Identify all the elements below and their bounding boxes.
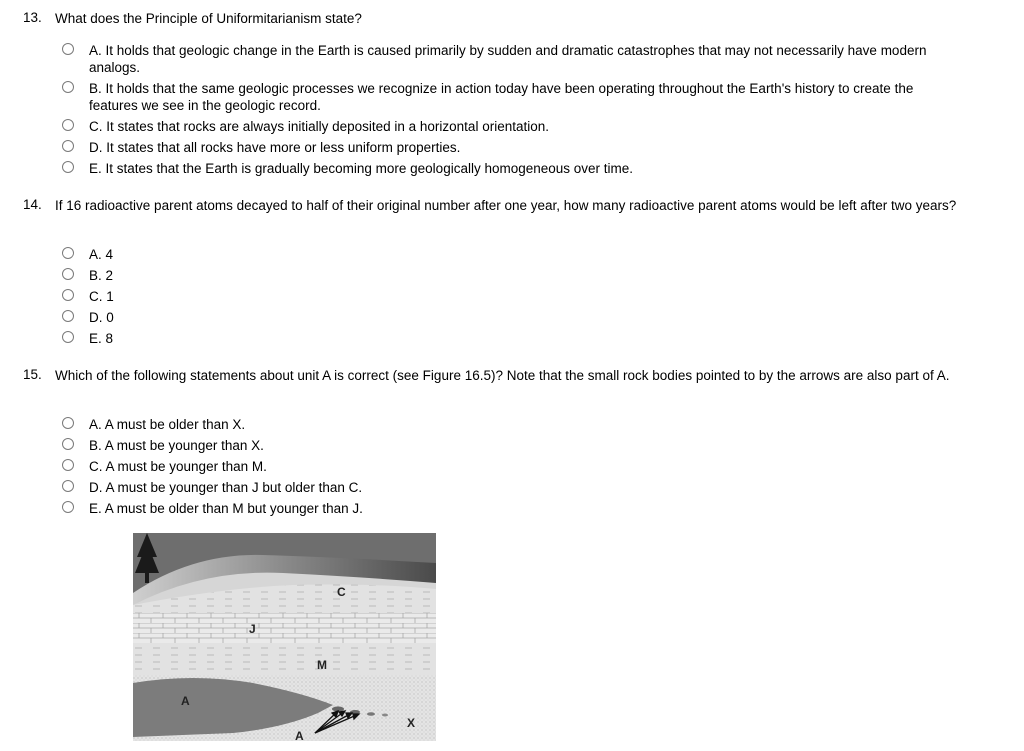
label-x: X — [407, 716, 416, 730]
radio-button[interactable] — [62, 480, 74, 492]
radio-button[interactable] — [62, 119, 74, 131]
answer-option[interactable] — [62, 416, 962, 436]
label-j: J — [249, 622, 256, 636]
radio-button[interactable] — [62, 417, 74, 429]
answer-option[interactable] — [62, 42, 962, 78]
radio-button[interactable] — [62, 501, 74, 513]
option-label: E. 8 — [89, 331, 114, 346]
question-text: Which of the following statements about unit A is correct (see Figure 16.5)? Note that the small rock bodies pointed to by the arrows are also part of A. — [55, 368, 950, 383]
question-number: 13. — [23, 10, 42, 25]
radio-button[interactable] — [62, 81, 74, 93]
option-label: D. It states that all rocks have more or less uniform properties. — [89, 140, 461, 155]
radio-button[interactable] — [62, 140, 74, 152]
label-m: M — [317, 658, 327, 672]
option-label: A. It holds that geologic change in the Earth is caused primarily by sudden and dramatic catastrophes that may not necessarily have modern analogs. — [89, 43, 927, 75]
option-label: C. A must be younger than M. — [89, 459, 267, 474]
answer-option[interactable] — [62, 118, 962, 138]
answer-option[interactable] — [62, 267, 962, 287]
unit-j-layer — [133, 613, 436, 643]
question-text: If 16 radioactive parent atoms decayed to half of their original number after one year, how many radioactive parent atoms would be left after two years? — [55, 198, 957, 213]
answer-option[interactable] — [62, 160, 962, 180]
answer-option[interactable] — [62, 458, 962, 478]
answer-option[interactable] — [62, 330, 962, 350]
question-number: 15. — [23, 367, 42, 382]
option-label: A. 4 — [89, 247, 114, 262]
question-number: 14. — [23, 197, 42, 212]
option-label: B. It holds that the same geologic processes we recognize in action today have been operating throughout the Earth's history to create the features we see in the geologic record. — [89, 81, 914, 113]
radio-button[interactable] — [62, 459, 74, 471]
label-c: C — [337, 585, 346, 599]
option-label: B. A must be younger than X. — [89, 438, 264, 453]
answer-option[interactable] — [62, 80, 962, 116]
question-text: What does the Principle of Uniformitarianism state? — [55, 11, 362, 26]
radio-button[interactable] — [62, 331, 74, 343]
option-label: C. 1 — [89, 289, 114, 304]
radio-button[interactable] — [62, 161, 74, 173]
label-a-lower: A — [295, 729, 304, 741]
option-label: D. 0 — [89, 310, 114, 325]
option-label: E. A must be older than M but younger than J. — [89, 501, 363, 516]
option-label: B. 2 — [89, 268, 114, 283]
unit-m-layer — [133, 643, 436, 675]
answer-option[interactable] — [62, 437, 962, 457]
answer-option[interactable] — [62, 288, 962, 308]
rock-body — [367, 712, 375, 716]
geologic-cross-section-figure — [133, 533, 436, 741]
rock-body — [382, 714, 388, 717]
option-label: A. A must be older than X. — [89, 417, 246, 432]
cross-section-drawing — [133, 533, 436, 741]
answer-option[interactable] — [62, 246, 962, 266]
radio-button[interactable] — [62, 438, 74, 450]
radio-button[interactable] — [62, 247, 74, 259]
answer-option[interactable] — [62, 500, 962, 520]
answer-option[interactable] — [62, 479, 962, 499]
radio-button[interactable] — [62, 310, 74, 322]
option-label: E. It states that the Earth is gradually becoming more geologically homogeneous over time. — [89, 161, 634, 176]
answer-option[interactable] — [62, 139, 962, 159]
radio-button[interactable] — [62, 43, 74, 55]
answer-option[interactable] — [62, 309, 962, 329]
label-a: A — [181, 694, 190, 708]
radio-button[interactable] — [62, 268, 74, 280]
radio-button[interactable] — [62, 289, 74, 301]
option-label: D. A must be younger than J but older than C. — [89, 480, 363, 495]
option-label: C. It states that rocks are always initially deposited in a horizontal orientation. — [89, 119, 549, 134]
